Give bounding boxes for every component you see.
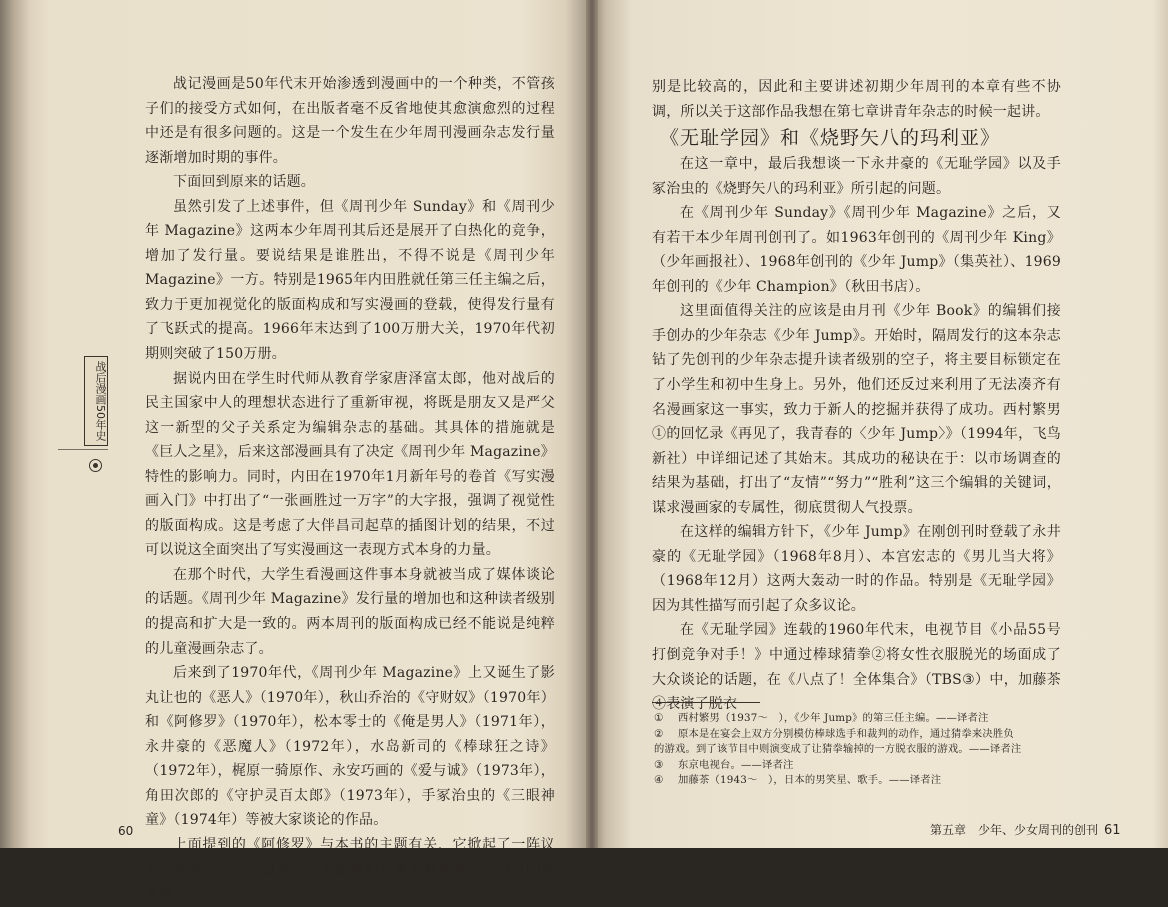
footnote — [654, 773, 1062, 789]
side-tab-book-title: 战后漫画50年史 — [84, 356, 108, 446]
paragraph: 战记漫画是50年代末开始渗透到漫画中的一个种类，不管孩子们的接受方式如何，在出版者毫不反省地使其愈演愈烈的过程中还是有很多问题的。这是一个发生在少年周刊漫画杂志发行量逐渐增加时期的事件。 — [145, 76, 555, 166]
side-divider — [58, 449, 108, 450]
book-gutter — [586, 0, 598, 848]
paragraph: 在那个时代，大学生看漫画这件事本身就被当成了媒体谈论的话题。《周刊少年 Magazine》发行量的增加也和这种读者级别的提高和扩大是一致的。两本周刊的版面构成已经不能说是纯粹的儿童漫画杂志了。 — [145, 566, 555, 657]
running-footer — [930, 821, 1121, 838]
right-page — [592, 0, 1168, 848]
footnote — [654, 711, 1062, 727]
chapter-title: 第五章 少年、少女周刊的创刊 — [930, 823, 1099, 837]
footnote-number: ② — [654, 727, 664, 740]
footnote — [654, 758, 1062, 774]
paragraph: 据说内田在学生时代师从教育学家唐泽富太郎，他对战后的民主国家中人的理想状态进行了重新审视，将既是朋友又是严父这一新型的父子关系定为编辑杂志的基础。其具体的措施就是《巨人之星》，后来这部漫画具有了决定《周刊少年 Magazine》特性的影响力。同时，内田在1970年1月新年号的卷首《写实漫画入门》中打出了“一张画胜过一万字”的大字报，强调了视觉性的版面构成。这是考虑了大伴昌司起草的插图计划的结果，不过可以说这全面突出了写实漫画这一表现方式本身的力量。 — [145, 370, 555, 559]
paragraph: 后来到了1970年代，《周刊少年 Magazine》上又诞生了影丸让也的《恶人》（1970年），秋山乔治的《守财奴》（1970年）和《阿修罗》（1970年），松本零士的《俺是男人》（1971年），永井豪的《恶魔人》（1972年），水岛新司的《棒球狂之诗》（1972年），梶原一骑原作、永安巧画的《爱与诚》（1973年），角田次郎的《守护灵百太郎》（1973年），手冢治虫的《三眼神童》（1974年）等被大家谈论的作品。 — [145, 665, 555, 829]
paragraph: 这里面值得关注的应该是由月刊《少年 Book》的编辑们接手创办的少年杂志《少年 Jump》。开始时，隔周发行的这本杂志钻了先创刊的少年杂志提升读者级别的空子，将主要目标锁定在了小学生和初中生身上。另外，他们还反过来利用了无法凑齐有名漫画家这一事实，致力于新人的挖掘并获得了成功。西村繁男①的回忆录《再见了，我青春的〈少年 Jump〉》（1994年，飞鸟新社）中详细记述了其始末。其成功的秘诀在于：以市场调查的结果为基础，打出了“友情”“努力”“胜利”这三个编辑的关键词，谋求漫画家的专属性，彻底贯彻人气投票。 — [652, 303, 1061, 516]
footnote-text: 西村繁男（1937～ ），《少年 Jump》的第三任主编。——译者注 — [678, 712, 989, 724]
left-page-body — [145, 72, 555, 907]
footnote — [654, 727, 1062, 743]
paragraph: 上面提到的《阿修罗》与本书的主题有关，它掀起了一阵议论，很受关注。不过从杂志的编排和作者的意图来说，设定的读者级 — [145, 836, 555, 903]
footnote-text: 原本是在宴会上双方分别模仿棒球选手和裁判的动作，通过猜拳来决胜负 — [678, 727, 1014, 740]
footnote-number: ③ — [654, 758, 664, 771]
page-number-right: 61 — [1104, 823, 1121, 838]
paragraph: 虽然引发了上述事件，但《周刊少年 Sunday》和《周刊少年 Magazine》这两本少年周刊其后还是展开了白热化的竞争，增加了发行量。要说结果是谁胜出，不得不说是《周刊少年 Magazine》一方。特别是1965年内田胜就任第三任主编之后，致力于更加视觉化的版面构成和写实漫画的登载，使得发行量有了飞跃式的提高。1966年末达到了100万册大关，1970年代初期则突破了150万册。 — [145, 198, 555, 363]
footnote-text: 加藤茶（1943～ ），日本的男笑星、歌手。——译者注 — [678, 774, 942, 786]
paragraph: 在《无耻学园》连载的1960年代末，电视节目《小品55号打倒竞争对手！》中通过棒球猜拳②将女性衣服脱光的场面成了大众谈论的话题，在《八点了！全体集合》（TBS③）中，加藤茶④表演了脱衣 — [652, 622, 1061, 713]
paragraph: 下面回到原来的话题。 — [173, 174, 315, 191]
footnote-number: ① — [654, 712, 664, 724]
footnote-rule — [652, 702, 760, 703]
footnote-continued — [654, 742, 1062, 758]
footnotes — [654, 711, 1062, 789]
paragraph-continued: 别是比较高的，因此和主要讲述初期少年周刊的本章有些不协调，所以关于这部作品我想在第七章讲青年杂志的时候一起讲。 — [652, 79, 1061, 120]
paragraph: 在这一章中，最后我想谈一下永井豪的《无耻学园》以及手冢治虫的《烧野矢八的玛利亚》所引起的问题。 — [652, 156, 1061, 197]
paragraph: 在这样的编辑方针下，《少年 Jump》在刚创刊时登载了永井豪的《无耻学园》（1968年8月）、本宫宏志的《男儿当大将》（1968年12月）这两大轰动一时的作品。特别是《无耻学园》因为其性描写而引起了众多议论。 — [652, 524, 1061, 614]
footnote-text: 的游戏。到了该节目中则演变成了让猜拳输掉的一方脱衣服的游戏。——译者注 — [654, 743, 1022, 755]
bullet-icon — [89, 459, 102, 472]
paragraph: 在《周刊少年 Sunday》《周刊少年 Magazine》之后，又有若干本少年周刊创刊了。如1963年创刊的《周刊少年 King》（少年画报社）、1968年创刊的《少年 Jump》（集英社）、1969年创刊的《少年 Champion》（秋田书店）。 — [652, 205, 1061, 295]
footnote-number: ④ — [654, 774, 664, 786]
right-page-body — [652, 75, 1061, 717]
page-number-left: 60 — [118, 824, 134, 838]
footnote-text: 东京电视台。——译者注 — [678, 758, 794, 771]
section-heading: 《无耻学园》和《烧野矢八的玛利亚》 — [660, 127, 1001, 150]
